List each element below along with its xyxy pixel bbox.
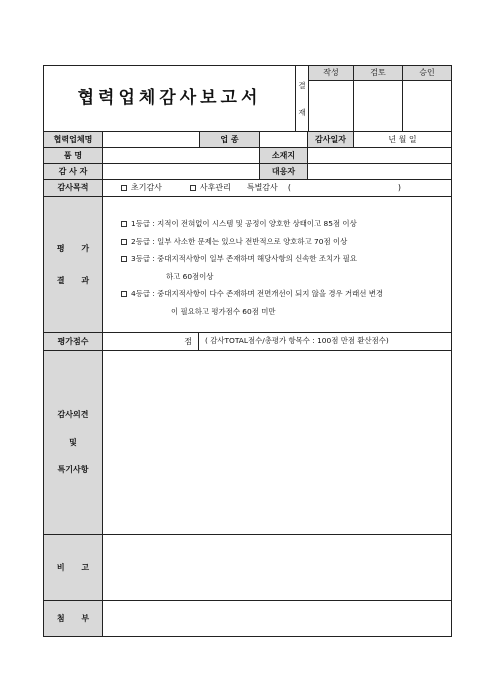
opinion-label	[43, 350, 103, 535]
opinion-label-line2: 및	[69, 437, 77, 447]
score-label: 평가점수	[43, 332, 103, 351]
audit-date-field[interactable]: 년 월 일	[353, 131, 452, 148]
attachment-field[interactable]	[102, 600, 452, 637]
grade-3-text: 3등급 : 중대지적사항이 일부 존재하며 해당사항의 신속한 조치가 필요	[131, 254, 357, 263]
location-field[interactable]	[307, 147, 452, 164]
report-title: 협력업체감사보고서	[43, 65, 296, 132]
grade-4-text: 4등급 : 중대지적사항이 다수 존재하며 전면개선이 되지 않을 경우 거래선 변경	[131, 289, 384, 298]
grade-1-option[interactable]	[121, 218, 383, 230]
company-name-label: 협력업체명	[43, 131, 103, 148]
item-field[interactable]	[102, 147, 260, 164]
purpose-initial-checkbox[interactable]	[121, 183, 162, 193]
grade-3-text-cont: 하고 60점이상	[166, 271, 214, 281]
grade-4-option[interactable]	[121, 288, 383, 300]
purpose-followup-label: 사후관리	[199, 183, 231, 193]
evaluation-label-top: 평 가	[56, 243, 90, 253]
company-name-field[interactable]	[102, 131, 200, 148]
grade-1-text: 1등급 : 지적이 전혀없이 시스템 및 공정이 양호한 상태이고 85점 이상	[131, 219, 357, 228]
respondent-label: 대응자	[259, 163, 308, 180]
approval-label-cell	[295, 65, 309, 132]
remarks-label: 비 고	[43, 534, 103, 601]
score-field[interactable]	[102, 332, 199, 351]
remarks-field[interactable]	[102, 534, 452, 601]
approval-sign-review[interactable]	[353, 80, 403, 132]
opinion-label-line3: 특기사항	[57, 465, 89, 475]
audit-date-label: 감사일자	[307, 131, 354, 148]
approval-sign-writer[interactable]	[308, 80, 354, 132]
purpose-initial-label: 초기감사	[131, 183, 162, 193]
purpose-followup-checkbox[interactable]	[190, 183, 231, 193]
purpose-options	[102, 179, 452, 197]
industry-label: 업 종	[199, 131, 260, 148]
purpose-label: 감사목적	[43, 179, 103, 197]
grade-2-option[interactable]	[121, 236, 383, 248]
evaluation-label-bottom: 결 과	[56, 275, 90, 285]
opinion-label-line1: 감사의견	[57, 410, 89, 420]
location-label: 소재지	[259, 147, 308, 164]
approval-label-bottom: 재	[298, 107, 306, 117]
item-label: 품 명	[43, 147, 103, 164]
approval-header-review: 검토	[353, 65, 403, 81]
purpose-special-label: 특별감사 ( )	[246, 183, 401, 193]
auditor-label: 감 사 자	[43, 163, 103, 180]
score-unit: 점	[184, 336, 192, 346]
approval-header-approve: 승인	[402, 65, 452, 81]
auditor-field[interactable]	[102, 163, 260, 180]
approval-label-top: 결	[298, 80, 306, 90]
respondent-field[interactable]	[307, 163, 452, 180]
approval-header-writer: 작성	[308, 65, 354, 81]
grade-2-text: 2등급 : 일부 사소한 문제는 있으나 전반적으로 양호하고 70점 이상	[131, 236, 348, 246]
grade-4-text-cont: 이 필요하고 평가점수 60점 미만	[171, 306, 276, 316]
attachment-label: 첨 부	[43, 600, 103, 637]
evaluation-grade-list	[121, 218, 383, 317]
industry-field[interactable]	[259, 131, 308, 148]
evaluation-label	[43, 196, 103, 333]
opinion-field[interactable]	[102, 350, 452, 535]
score-note: ( 감사TOTAL점수/총평가 항목수 : 100점 만점 환산점수)	[198, 332, 452, 351]
grade-3-option[interactable]	[121, 253, 383, 265]
approval-sign-approve[interactable]	[402, 80, 452, 132]
